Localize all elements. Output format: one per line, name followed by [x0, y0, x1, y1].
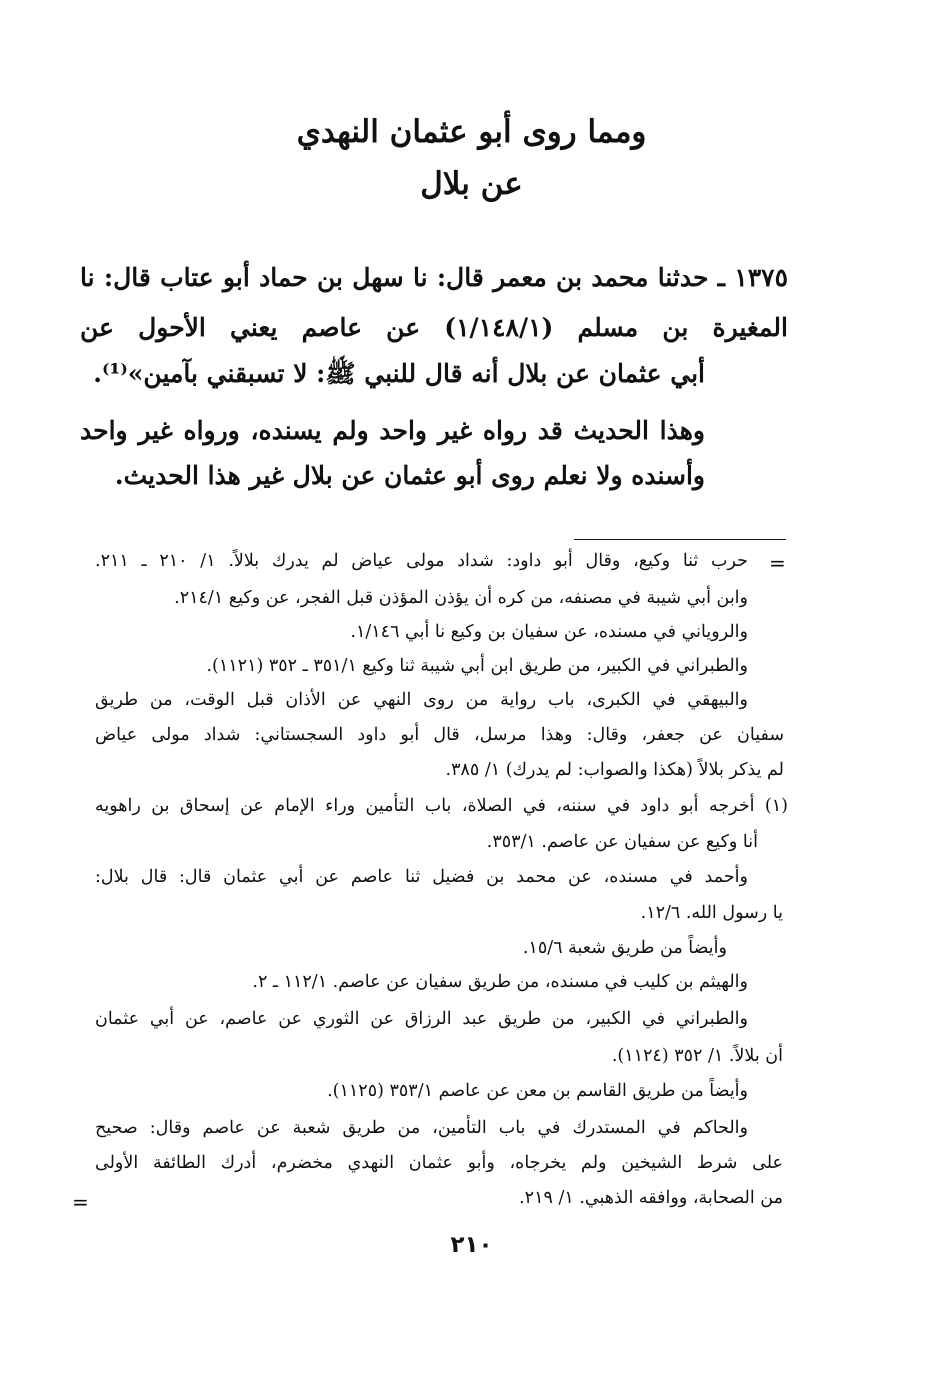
footnote-line: والروياني في مسنده، عن سفيان بن وكيع نا أبي ١/١٤٦.: [350, 622, 748, 642]
footnote-line: أنا وكيع عن سفيان عن عاصم. ٣٥٣/١.: [486, 832, 758, 852]
footnote-line: والهيثم بن كليب في مسنده، من طريق سفيان عن عاصم. ١١٢/١ ـ ٢.: [252, 972, 748, 992]
hadith-line-3: أبي عثمان عن بلال أنه قال للنبي ﷺ: لا تسبقني بآمين»⁽¹⁾.: [93, 359, 705, 388]
footnote-line: أن بلالاً. ١/ ٣٥٢ (١١٢٤).: [611, 1046, 783, 1066]
footnote-line: سفيان عن جعفر، وقال: وهذا مرسل، قال أبو داود السجستاني: شداد مولى عياض: [95, 725, 784, 745]
commentary-line-1: وهذا الحديث قد رواه غير واحد ولم يسنده، ورواه غير واحد: [80, 416, 705, 445]
footnote-line: والطبراني في الكبير، من طريق ابن أبي شيبة ثنا وكيع ٣٥١/١ ـ ٣٥٢ (١١٢١).: [206, 656, 748, 676]
footnote-line: والبيهقي في الكبرى، باب رواية من روى النهي عن الأذان قبل الوقت، من طريق: [95, 690, 748, 710]
commentary-line-2: وأسنده ولا نعلم روى أبو عثمان عن بلال غير هذا الحديث.: [114, 461, 705, 490]
footnote-line: وأيضاً من طريق القاسم بن معن عن عاصم ٣٥٣/١ (١١٢٥).: [327, 1081, 748, 1101]
footnote-line: والطبراني في الكبير، من طريق عبد الرزاق عن الثوري عن عاصم، عن أبي عثمان: [95, 1009, 748, 1029]
page-number: ٢١٠: [450, 1232, 493, 1258]
hadith-line-2: المغيرة بن مسلم (١/١٤٨/١) عن عاصم يعني الأحول عن: [80, 313, 788, 342]
chapter-title-line-2: عن بلال: [420, 166, 523, 202]
hadith-line-1: ١٣٧٥ ـ حدثنا محمد بن معمر قال: نا سهل بن حماد أبو عتاب قال: نا: [80, 263, 788, 292]
footnote-line: من الصحابة، ووافقه الذهبي. ١/ ٢١٩.: [519, 1188, 783, 1208]
footnote-line: وأيضاً من طريق شعبة ١٥/٦.: [522, 938, 727, 958]
footnote-continued-from-mark: =: [769, 551, 786, 575]
chapter-title-line-1: ومما روى أبو عثمان النهدي: [296, 114, 647, 150]
footnote-line: يا رسول الله. ١٢/٦.: [640, 903, 783, 923]
footnote-line: وابن أبي شيبة في مصنفه، من كره أن يؤذن المؤذن قبل الفجر، عن وكيع ٢١٤/١.: [174, 588, 748, 608]
footnote-line: على شرط الشيخين ولم يخرجاه، وأبو عثمان النهدي مخضرم، أدرك الطائفة الأولى: [95, 1153, 783, 1173]
footnote-line: والحاكم في المستدرك في باب التأمين، من طريق شعبة عن عاصم وقال: صحيح: [95, 1118, 748, 1138]
footnote-line: حرب ثنا وكيع، وقال أبو داود: شداد مولى عياض لم يدرك بلالاً. ١/ ٢١٠ ـ ٢١١.: [95, 551, 748, 571]
footnote-line: وأحمد في مسنده، عن محمد بن فضيل ثنا عاصم عن أبي عثمان قال: قال بلال:: [95, 867, 748, 887]
footnote-line: لم يذكر بلالاً (هكذا والصواب: لم يدرك) ١/ ٣٨٥.: [445, 760, 784, 780]
footnote-separator: [574, 539, 786, 540]
footnote-1-line: (١) أخرجه أبو داود في سننه، في الصلاة، باب التأمين وراء الإمام عن إسحاق بن راهويه: [95, 796, 788, 816]
footnote-continues-mark: =: [72, 1190, 89, 1214]
